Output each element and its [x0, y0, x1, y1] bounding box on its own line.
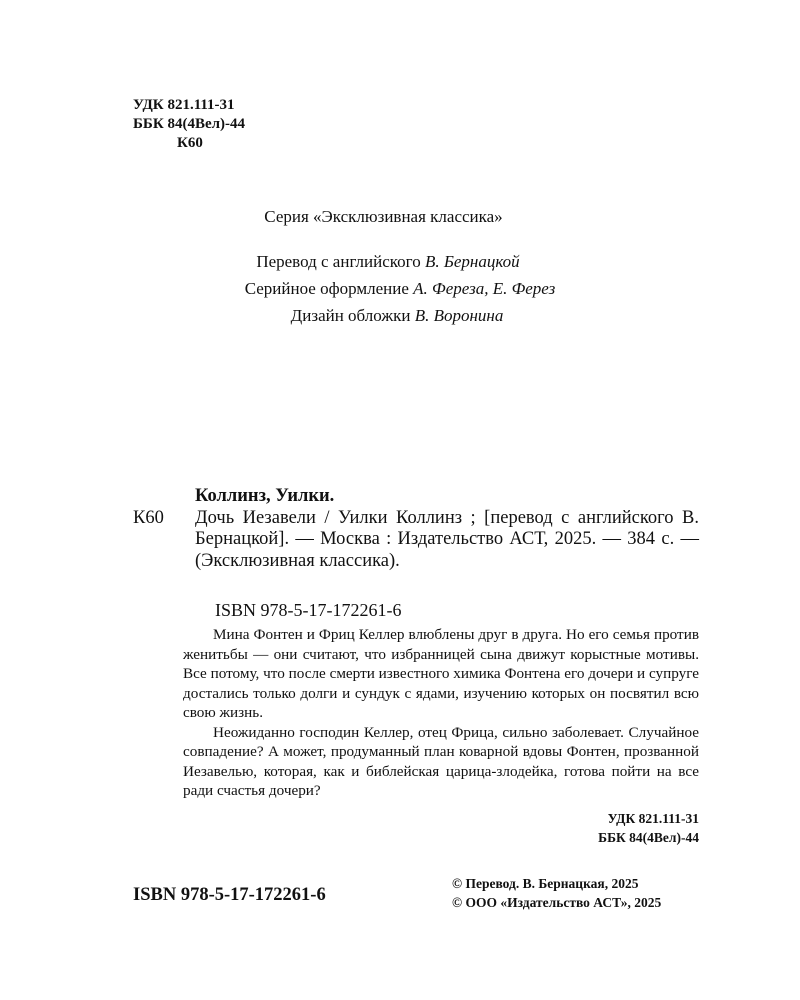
annotation	[183, 625, 699, 801]
udk-code: УДК 821.111-31	[133, 97, 235, 113]
cover-designer-name: В. Воронина	[414, 306, 504, 325]
udk-code-bottom: УДК 821.111-31	[607, 811, 699, 826]
series-title: Серия «Эксклюзивная классика»	[264, 207, 503, 226]
bbk-code-bottom: ББК 84(4Вел)-44	[598, 829, 699, 845]
copyright-translation: © Перевод. В. Бернацкая, 2025	[452, 876, 639, 891]
author-mark: К60	[177, 135, 203, 151]
credits-block	[0, 203, 800, 329]
annotation-paragraph: Неожиданно господин Келлер, отец Фрица, сильно заболевает. Случайное совпадение? А может, продуманный план коварной вдовы Фонтен, прозванной Иезавелью, которая, как и библейская царица-злодейка, готова пойти на все ради счастья дочери?	[183, 723, 699, 799]
designer-names: А. Фереза, Е. Ферез	[413, 279, 556, 298]
classification-codes-top	[133, 96, 245, 153]
bibliographic-entry	[133, 508, 699, 573]
copyright-block	[452, 874, 661, 912]
isbn-entry: ISBN 978-5-17-172261-6	[215, 600, 402, 620]
isbn-footer: ISBN 978-5-17-172261-6	[133, 885, 326, 905]
bibliographic-description: Дочь Иезавели / Уилки Коллинз ; [перевод с английского В. Бернацкой]. — Москва : Издательство АСТ, 2025. — 384 с. — (Эксклюзивная классика).	[195, 507, 699, 571]
design-credit: Серийное оформление А. Фереза, Е. Ферез	[244, 279, 556, 298]
cover-credit: Дизайн обложки В. Воронина	[290, 306, 504, 325]
author-mark-entry: К60	[133, 507, 164, 528]
bbk-code: ББК 84(4Вел)-44	[133, 116, 246, 132]
bibliographic-record	[133, 486, 699, 572]
classification-codes-bottom	[598, 810, 699, 847]
annotation-paragraph: Мина Фонтен и Фриц Келлер влюблены друг в друга. Но его семья против женитьбы — они считают, что избранницей сына движут корыстные мотивы. Все потому, что после смерти известного химика Фонтена его дочери и супруге достались только долги и сундук с ядами, изучению которых он посвятил всю свою жизнь.	[183, 626, 699, 721]
author-heading: Коллинз, Уилки.	[195, 486, 335, 506]
translation-credit: Перевод с английского В. Бернацкой	[256, 252, 520, 271]
translator-name: В. Бернацкой	[424, 252, 520, 271]
copyright-publisher: © ООО «Издательство АСТ», 2025	[452, 895, 662, 910]
